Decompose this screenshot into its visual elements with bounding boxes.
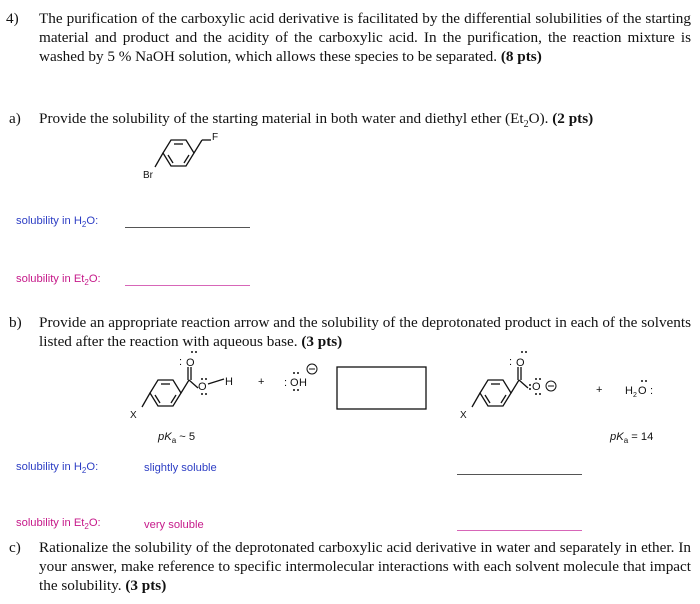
plus-sign-1: + [258,376,265,388]
question-number: 4) [6,10,19,27]
part-b-water-label [16,461,98,475]
question-points: (8 pts) [500,48,542,65]
reaction-arrow-answer-box[interactable] [337,367,426,409]
water-hydrogen: H [625,385,633,397]
part-a-ether-sub: 2 [84,278,89,288]
part-b-water-tail: O: [86,461,99,473]
hydroxide-colon: : [284,377,288,389]
part-b-ether-answer-line[interactable] [457,530,582,531]
part-a-label: a) [9,110,21,127]
part-a-points: (2 pts) [552,110,594,127]
part-c-points: (3 pts) [125,577,167,594]
part-a-water-label [16,215,98,229]
product-carbonyl-colon: : [509,356,513,368]
part-a-water-sub: 2 [81,220,87,230]
bromine-label: Br [143,170,153,181]
part-a-ether-tail: O: [88,273,101,285]
pka-water [610,431,653,445]
reactant-x-label: X [130,410,137,421]
part-a-ether-answer-line[interactable] [125,285,250,286]
part-b-body: Provide an appropriate reaction arrow and the solubility of the deprotonated product in each of the solvents listed after the reaction with aqueous base. [39,314,691,350]
part-a-sub: 2 [523,119,529,131]
part-b-ether-label [16,517,101,531]
reactant-carbonyl-oxygen: O [186,357,195,369]
part-b-water-answer-line[interactable] [457,474,582,475]
water-colon: : [650,385,654,397]
part-b-water-sub: 2 [81,466,87,476]
reactant-hydroxyl-oxygen: O [198,381,207,393]
part-b-ether-text: solubility in Et [16,517,85,529]
part-c-body: Rationalize the solubility of the deprotonated carboxylic acid derivative in water and separately in ether. In your answer, make reference to specific intermolecular interactions with each solvent molecule that impact the solubility. [39,539,691,594]
product-anionic-oxygen: O [532,381,541,393]
pka-water-value: = 14 [628,431,654,443]
part-a-tail: O). [528,110,553,127]
reactant-carbonyl-colon: : [179,356,183,368]
part-a-water-tail: O: [86,215,99,227]
part-a-text [39,109,691,134]
reactant-hydrogen: H [225,376,233,388]
hydroxide-oxygen: O [290,377,299,389]
question-text [39,9,691,66]
pka-acid-sub: a [171,436,177,446]
part-b-ether-sub: 2 [84,522,89,532]
part-a-water-text: solubility in H [16,215,82,227]
reactant-structure [142,367,224,407]
pka-water-sub: a [623,436,629,446]
part-c-text [39,538,691,595]
pka-acid-value: ~ 5 [176,431,196,443]
hydroxide-hydrogen: H [299,377,307,389]
part-b-points: (3 pts) [301,333,343,350]
starting-material-structure [138,128,228,184]
reaction-scheme [120,348,680,438]
pka-acid-p: pK [158,431,172,443]
part-a-water-answer-line[interactable] [125,227,250,228]
part-b-ether-answer: very soluble [144,519,204,531]
water-oxygen: O [638,385,647,397]
question-body: The purification of the carboxylic acid derivative is facilitated by the differential solubilities of the starting material and product and the acidity of the carboxylic acid. In the purification, the reaction mixture is washed by 5 % NaOH solution, which allows these species to be separated. [39,10,691,65]
part-b-text [39,313,691,351]
plus-sign-2: + [596,384,603,396]
product-x-label: X [460,410,467,421]
part-b-water-text: solubility in H [16,461,82,473]
part-b-water-answer: slightly soluble [144,462,217,474]
part-a-ether-text: solubility in Et [16,273,85,285]
pka-acid [158,431,195,445]
product-carbonyl-oxygen: O [516,357,525,369]
product-structure [472,367,528,407]
part-a-body: Provide the solubility of the starting material in both water and diethyl ether (Et [39,110,524,127]
water-subscript: 2 [633,392,637,399]
pka-water-p: pK [610,431,624,443]
part-b-label: b) [9,314,22,331]
part-b-ether-tail: O: [88,517,101,529]
part-c-label: c) [9,539,21,556]
part-a-ether-label [16,273,101,287]
fluorine-label: F [212,132,219,143]
